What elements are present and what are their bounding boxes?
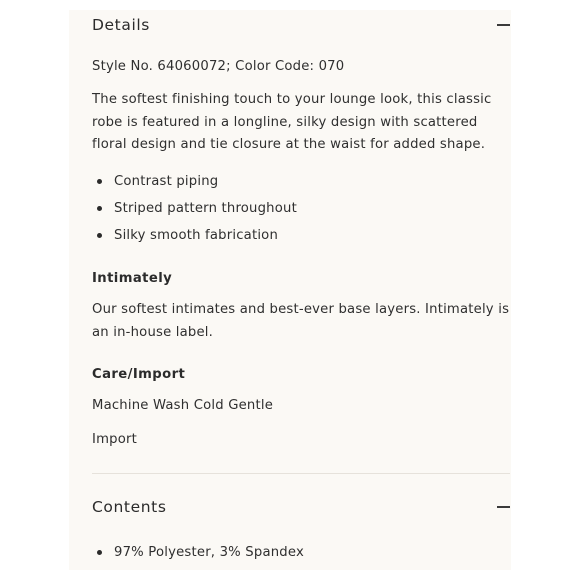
collapse-minus-icon[interactable] <box>496 18 510 32</box>
contents-list <box>92 544 510 570</box>
care-heading: Care/Import <box>92 367 186 382</box>
product-details-panel <box>69 10 511 570</box>
import-text: Import <box>92 432 137 447</box>
details-accordion-header[interactable] <box>92 10 510 40</box>
feature-list-item: Contrast piping <box>92 173 510 200</box>
details-title: Details <box>92 16 150 34</box>
collapse-minus-icon[interactable] <box>496 500 510 514</box>
feature-list-item: Silky smooth fabrication <box>92 227 510 254</box>
brand-heading: Intimately <box>92 271 173 286</box>
contents-list-item: 97% Polyester, 3% Spandex <box>92 544 510 570</box>
contents-title: Contents <box>92 498 167 516</box>
style-number-text: Style No. 64060072; Color Code: 070 <box>92 59 345 74</box>
brand-description: Our softest intimates and best-ever base layers. Intimately is an in-house label. <box>92 302 510 340</box>
feature-list <box>92 173 510 253</box>
contents-accordion-header[interactable] <box>92 492 510 522</box>
section-divider <box>92 473 510 474</box>
product-description: The softest finishing touch to your lounge look, this classic robe is featured in a longline, silky design with scattered floral design and tie closure at the waist for added shape. <box>92 92 492 152</box>
feature-list-item: Striped pattern throughout <box>92 200 510 227</box>
care-instructions: Machine Wash Cold Gentle <box>92 398 274 413</box>
